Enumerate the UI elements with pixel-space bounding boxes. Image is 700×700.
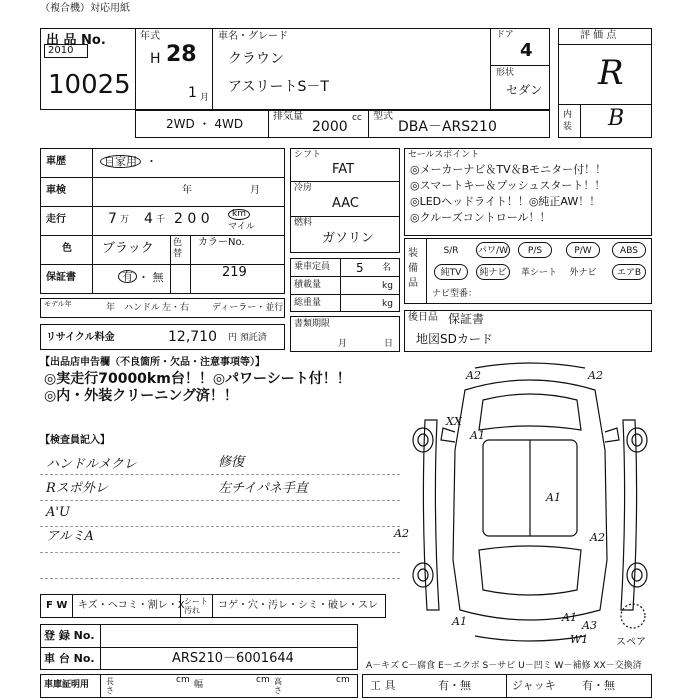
doors-value: 4 <box>520 40 533 61</box>
sales-point-line: ◎LEDヘッドライト！！◎純正AW！！ <box>410 195 601 208</box>
seller-notes-label: 【出品店申告欄（不良箇所・欠品・注意事項等）】 <box>40 357 265 368</box>
equip-pw: パワ/W <box>476 242 510 258</box>
damage-mark: A2 <box>590 531 605 544</box>
model-year-unit: 年 <box>106 303 116 313</box>
damage-mark: A2 <box>466 369 481 382</box>
color-no-value: 219 <box>222 265 247 280</box>
damage-mark: A1 <box>546 491 561 504</box>
chassis-value: ARS210－6001644 <box>172 651 294 666</box>
gross-label: 総重量 <box>294 298 322 308</box>
sales-points-label: セールスポイント <box>408 150 480 160</box>
after-label: 後日品 <box>408 312 438 323</box>
color-change-label: 色替 <box>173 238 183 259</box>
lot-year-box: 2010 <box>48 45 74 56</box>
mileage-mile: マイル <box>228 222 255 232</box>
mileage-sen-unit: 千 <box>156 215 166 225</box>
seller-note-line-2: ◎内・外装クリーニング済！！ <box>44 388 238 404</box>
handle-value: 左・右 <box>162 303 190 313</box>
gross-unit: kg <box>382 299 393 309</box>
drive-type: 2WD ・ 4WD <box>166 117 244 131</box>
name-label: 車名・グレード <box>218 31 288 42</box>
mileage-km: km <box>228 209 250 220</box>
capacity-unit: 名 <box>382 263 392 273</box>
tools-label: 工 具 <box>370 679 396 692</box>
header-note: （複合機）対応用紙 <box>40 3 130 14</box>
mileage-sen: 4 <box>144 211 153 227</box>
load-unit: kg <box>382 281 393 291</box>
tools-value: 有・無 <box>438 679 471 692</box>
shape-label: 形状 <box>496 68 515 78</box>
recycle-label: リサイクル料金 <box>46 332 115 343</box>
equipment-label: 装備品 <box>408 248 418 289</box>
year-label: 年式 <box>140 31 160 42</box>
damage-mark: A2 <box>394 527 409 540</box>
defect-types-1: キズ・ヘコミ・割レ・X <box>78 600 185 611</box>
fw-label: F W <box>46 600 68 611</box>
lot-number: 10025 <box>48 70 131 100</box>
sales-point-line: ◎スマートキー＆プッシュスタート！！ <box>410 179 606 192</box>
inspect-period-label: 書類期限 <box>294 319 331 329</box>
inspection-month-unit: 月 <box>250 185 260 196</box>
equip-ps: P/S <box>518 242 552 258</box>
color-no-label: カラーNo. <box>198 237 245 248</box>
inspector-note-1a: ハンドルメクレ <box>46 457 137 472</box>
recycle-unit: 円 預託済 <box>228 333 267 343</box>
interior-label: 内装 <box>563 110 573 132</box>
after-item-1: 保証書 <box>448 312 485 326</box>
sales-point-line: ◎クルーズコントロール！！ <box>410 211 551 224</box>
color-label: 色 <box>62 243 72 254</box>
seat-label: シート 汚れ <box>184 597 208 615</box>
damage-mark: XX <box>446 415 462 428</box>
displacement-unit: cc <box>352 113 362 123</box>
fuel-value: ガソリン <box>322 231 375 246</box>
damage-mark: W1 <box>570 633 589 646</box>
car-diagram <box>405 360 655 650</box>
dims-length: 長さ <box>106 677 114 695</box>
chassis-label: 車 台 No. <box>44 652 95 665</box>
dims-cm-3: cm <box>336 675 350 685</box>
equip-tv: 純TV <box>434 264 468 280</box>
damage-mark: A1 <box>452 615 467 628</box>
model-year-label: モデル年 <box>44 300 72 308</box>
inspector-note-3a: A'U <box>46 505 70 520</box>
defect-types-2: コゲ・穴・汚レ・シミ・破レ・スレ <box>218 600 378 611</box>
load-label: 積載量 <box>294 280 322 290</box>
warranty-no: ・ 無 <box>138 271 164 284</box>
displacement-label: 排気量 <box>273 111 303 122</box>
dims-label: 車庫証明用 <box>44 680 90 690</box>
inspect-period-unit: 月 <box>338 339 348 349</box>
equip-pwin: P/W <box>566 242 600 258</box>
dealer-label: ディーラー・並行 <box>212 303 284 313</box>
car-grade: アスリートS－T <box>228 79 329 95</box>
grade-score: R <box>598 53 624 93</box>
handle-label: ハンドル <box>124 303 161 313</box>
inspector-label: 【検査員記入】 <box>40 435 110 446</box>
dims-cm-2: cm <box>256 675 270 685</box>
inspection-year-unit: 年 <box>182 185 192 196</box>
warranty-label: 保証書 <box>46 272 76 283</box>
equip-sr: S/R <box>443 246 459 256</box>
seller-note-line-1: ◎実走行70000km台！！◎パワーシート付！！ <box>44 371 351 387</box>
equip-abs: ABS <box>612 242 646 258</box>
year-value: 28 <box>166 42 197 67</box>
type-label: 型式 <box>373 111 393 122</box>
spare-label: スペア <box>616 637 646 648</box>
capacity-label: 乗車定員 <box>294 262 331 272</box>
inspector-note-2a: Rスポ外レ <box>46 481 108 496</box>
lot-label: 出 品 No. <box>46 33 106 48</box>
grade-label: 評 価 点 <box>580 30 617 41</box>
recycle-value: 12,710 <box>168 329 217 345</box>
equip-airbag: エアB <box>612 264 646 280</box>
car-model: クラウン <box>228 51 284 67</box>
mileage-rest: 2 0 0 <box>174 211 210 227</box>
inspector-note-1b: 修復 <box>218 455 245 470</box>
year-era: H <box>150 51 161 67</box>
mileage-man-unit: 万 <box>120 215 130 225</box>
ac-label: 冷房 <box>294 183 313 193</box>
jack-label: ジャッキ <box>512 679 556 692</box>
nav-model-label: ナビ型番： <box>432 289 478 299</box>
damage-code-legend: A－キズ C－腐食 E－エクボ S－サビ U－凹ミ W－補修 XX－交換済 <box>366 661 642 671</box>
history-value: 自家用 <box>100 155 141 168</box>
shift-value: FAT <box>332 162 355 177</box>
shift-label: シフト <box>294 150 322 160</box>
reg-no-label: 登 録 No. <box>44 629 95 642</box>
year-month-unit: 月 <box>200 93 210 103</box>
damage-mark: A2 <box>588 369 603 382</box>
fuel-label: 燃料 <box>294 218 313 228</box>
shape-value: セダン <box>506 83 543 97</box>
jack-value: 有・無 <box>582 679 615 692</box>
displacement-value: 2000 <box>312 119 348 135</box>
equip-extnav: 外ナビ <box>569 268 597 278</box>
dims-height: 高さ <box>274 677 282 695</box>
ac-value: AAC <box>332 196 359 211</box>
history-label: 車歴 <box>46 156 66 167</box>
inspection-label: 車検 <box>46 185 66 196</box>
year-month: 1 <box>188 85 197 101</box>
mileage-man: 7 <box>108 211 117 227</box>
mileage-label: 走行 <box>46 214 66 225</box>
inspector-note-4a: アルミA <box>46 529 94 544</box>
after-item-2: 地図SDカード <box>416 332 493 346</box>
equip-leather: 革シート <box>520 268 557 278</box>
damage-mark: A1 <box>562 611 577 624</box>
damage-mark: A3 <box>582 619 597 632</box>
inspect-period-day: 日 <box>384 339 394 349</box>
sales-point-line: ◎メーカーナビ＆TV＆Bモニター付！！ <box>410 163 607 176</box>
interior-grade: B <box>608 106 625 131</box>
inspector-note-2b: 左チイパネ手直 <box>218 481 308 496</box>
equip-nav: 純ナビ <box>476 264 510 280</box>
dims-width: 幅 <box>194 680 204 690</box>
warranty-yes: 有 <box>118 270 137 283</box>
history-dot: ・ <box>146 155 157 168</box>
doors-label: ドア <box>496 30 514 40</box>
capacity-value: 5 <box>356 261 364 275</box>
color-value: ブラック <box>102 241 154 256</box>
type-value: DBA－ARS210 <box>398 119 497 135</box>
damage-mark: A1 <box>470 429 485 442</box>
dims-cm-1: cm <box>176 675 190 685</box>
